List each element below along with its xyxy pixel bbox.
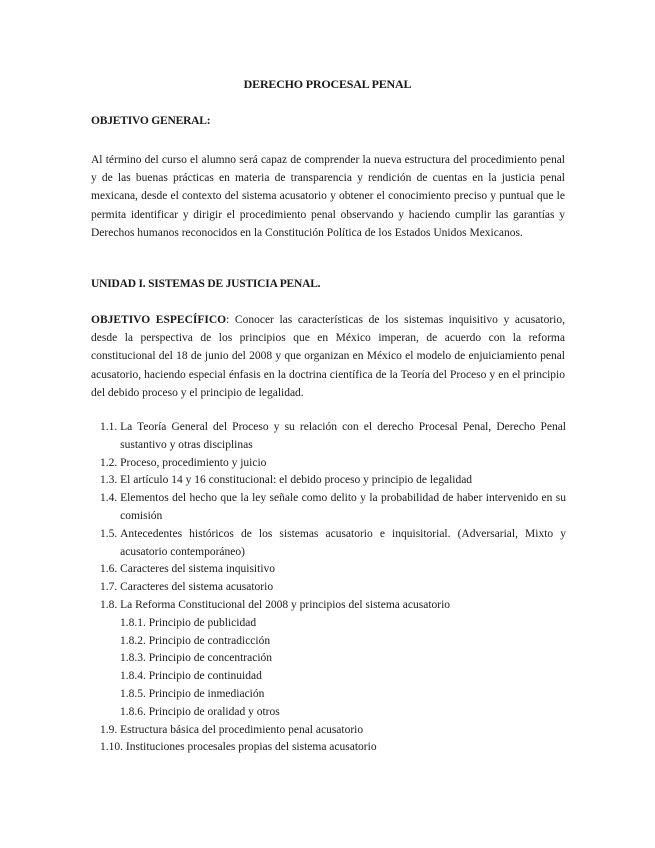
topic-row xyxy=(100,561,566,579)
topic-row xyxy=(100,526,566,562)
topic-number: 1.8.3. xyxy=(120,652,149,665)
topic-text: Principio de continuidad xyxy=(148,670,262,683)
topic-list-item xyxy=(100,597,566,615)
topic-number: 1.4. xyxy=(100,492,121,505)
topic-text: Elementos del hecho que la ley señale como delito y la probabilidad de haber intervenido en su comisión xyxy=(120,492,566,522)
topic-text: Principio de inmediación xyxy=(148,687,265,700)
topic-number: 1.8.2. xyxy=(120,634,149,647)
topic-text: Principio de oralidad y otros xyxy=(148,705,280,718)
topic-list-item xyxy=(100,722,566,740)
topic-row xyxy=(100,472,566,490)
subtopic-list-item xyxy=(100,633,566,651)
general-objective-text: Al término del curso el alumno será capaz de comprender la nueva estructura del procedimiento penal y de las buenas prácticas en materia de transparencia y rendición de cuentas en la justicia penal mexicana, desde el contexto del sistema acusatorio y obtener el conocimiento preciso y puntual que le permita identificar y dirigir el procedimiento penal observando y haciendo cumplir las garantías y Derechos humanos reconocidos en la Constitución Política de los Estados Unidos Mexicanos. xyxy=(91,154,565,239)
topic-row xyxy=(120,633,566,651)
topic-row xyxy=(120,704,566,722)
topic-text: Antecedentes históricos de los sistemas acusatorio e inquisitorial. (Adversarial, Mixto y acusatorio contemporáneo) xyxy=(120,527,566,558)
topic-number: 1.10. xyxy=(100,741,126,754)
document-title: DERECHO PROCESAL PENAL xyxy=(243,77,412,91)
topic-number: 1.2. xyxy=(100,456,121,469)
subtopic-list-item xyxy=(100,650,566,668)
topic-text: La Reforma Constitucional del 2008 y principios del sistema acusatorio xyxy=(120,598,451,611)
unit-1-topic-list xyxy=(100,419,566,757)
topic-number: 1.8.5. xyxy=(120,687,149,700)
topic-text: Principio de contradicción xyxy=(148,634,271,647)
topic-text: Principio de publicidad xyxy=(148,616,257,629)
subtopic-list-item xyxy=(100,615,566,633)
specific-objective-paragraph xyxy=(91,311,565,402)
topic-row xyxy=(120,615,566,633)
topic-number: 1.8.4. xyxy=(120,670,149,683)
subtopic-list-item xyxy=(100,668,566,686)
topic-number: 1.5. xyxy=(100,527,121,540)
topic-list-item xyxy=(100,490,566,526)
subtopic-list-item xyxy=(100,686,566,704)
general-objective-heading: OBJETIVO GENERAL: xyxy=(91,115,211,127)
topic-number: 1.8. xyxy=(100,598,121,611)
topic-number: 1.9. xyxy=(100,723,121,736)
topic-row xyxy=(100,722,566,740)
topic-number: 1.7. xyxy=(100,581,121,594)
topic-list-item xyxy=(100,739,566,757)
topic-row xyxy=(100,490,566,526)
topic-row xyxy=(100,579,566,597)
topic-number: 1.1. xyxy=(100,421,121,433)
topic-row xyxy=(120,668,566,686)
topic-number: 1.6. xyxy=(100,563,121,576)
topic-row xyxy=(100,419,566,455)
topic-row xyxy=(100,597,566,615)
topic-number: 1.3. xyxy=(100,474,121,487)
topic-row xyxy=(120,686,566,704)
topic-text: Principio de concentración xyxy=(148,652,273,665)
specific-objective-text: : Conocer las características de los sistemas inquisitivo y acusatorio, desde la perspectiva de los principios que en México imperan, de acuerdo con la reforma constitucional del 18 de junio del 2008 y que organizan en México el modelo de enjuiciamiento penal acusatorio, haciendo especial énfasis en la doctrina científica de la Teoría del Proceso y en el principio del debido proceso y el principio de legalidad. xyxy=(91,314,565,399)
unit-1-heading: UNIDAD I. SISTEMAS DE JUSTICIA PENAL. xyxy=(91,278,321,290)
topic-row xyxy=(120,650,566,668)
topic-text: La Teoría General del Proceso y su relación con el derecho Procesal Penal, Derecho Penal sustantivo y otras disciplinas xyxy=(120,421,566,451)
topic-list-item xyxy=(100,455,566,473)
topic-list-item xyxy=(100,419,566,455)
specific-objective-label: OBJETIVO ESPECÍFICO xyxy=(91,314,227,326)
topic-text: Caracteres del sistema acusatorio xyxy=(120,581,274,594)
topic-row xyxy=(100,455,566,473)
subtopic-list-item xyxy=(100,704,566,722)
topic-list-item xyxy=(100,472,566,490)
topic-text: Instituciones procesales propias del sistema acusatorio xyxy=(125,741,377,754)
topic-text: Proceso, procedimiento y juicio xyxy=(120,456,267,469)
topic-text: El artículo 14 y 16 constitucional: el debido proceso y principio de legalidad xyxy=(120,474,473,487)
topic-text: Estructura básica del procedimiento penal acusatorio xyxy=(120,723,364,736)
topic-list-item xyxy=(100,526,566,562)
topic-list-item xyxy=(100,561,566,579)
topic-text: Caracteres del sistema inquisitivo xyxy=(120,563,276,576)
topic-number: 1.8.1. xyxy=(120,616,149,629)
topic-list-item xyxy=(100,579,566,597)
topic-row xyxy=(100,739,566,757)
topic-number: 1.8.6. xyxy=(120,705,149,718)
